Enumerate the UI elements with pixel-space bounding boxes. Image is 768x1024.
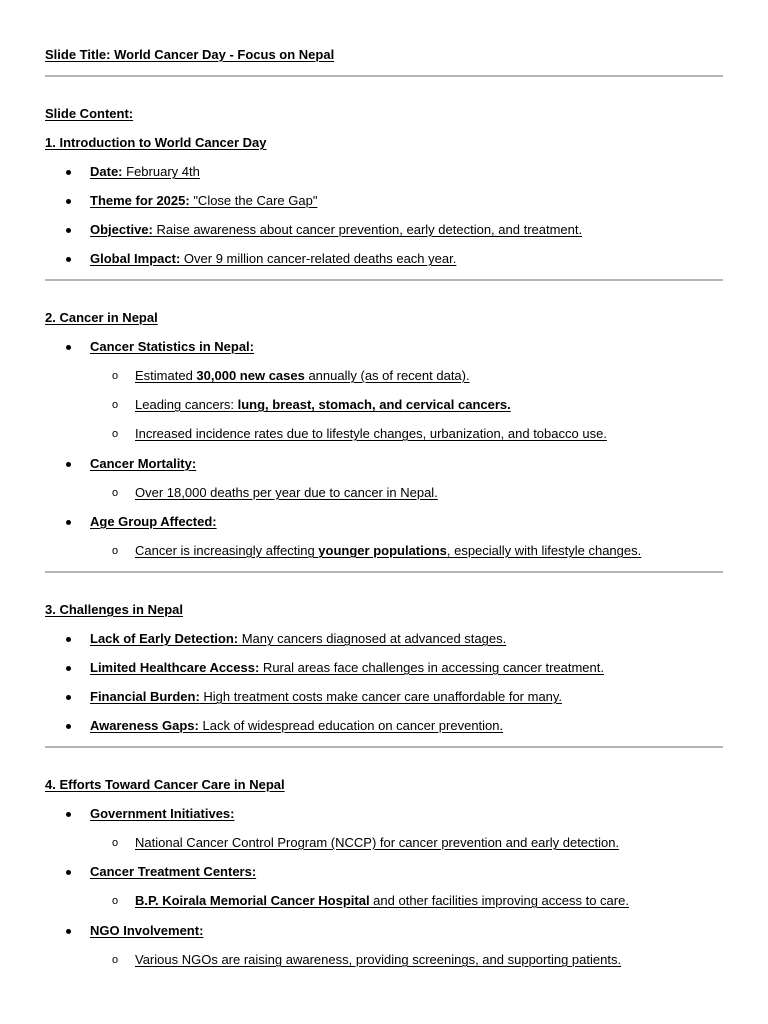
list-item [90, 718, 503, 733]
list-item [90, 631, 506, 646]
item-value: Raise awareness about cancer prevention, early detection, and treatment. [152, 222, 583, 237]
item-label: Theme for 2025: [90, 193, 190, 208]
bullet-icon [66, 929, 74, 937]
slide-content-label: Slide Content: [45, 106, 134, 121]
list-item [90, 222, 582, 237]
item-label: Awareness Gaps: [90, 718, 199, 733]
item-label: Limited Healthcare Access: [90, 660, 260, 675]
emphasis: lung, breast, stomach, and cervical cancers. [237, 397, 511, 412]
list-item [90, 660, 604, 675]
item-value: Over 9 million cancer-related deaths each year. [180, 251, 457, 266]
item-value: February 4th [122, 164, 200, 179]
item-value: Lack of widespread education on cancer prevention. [198, 718, 504, 733]
item-label: Lack of Early Detection: [90, 631, 239, 646]
text: , especially with lifestyle changes. [446, 543, 642, 558]
sub-bullet-icon: o [112, 370, 119, 382]
divider [45, 571, 723, 573]
list-item [90, 164, 200, 179]
list-item: Cancer Mortality: [90, 456, 197, 471]
text: Cancer is increasingly affecting [135, 543, 319, 558]
section-heading: 2. Cancer in Nepal [45, 310, 158, 325]
text: Estimated [135, 368, 197, 383]
sub-list-item: Over 18,000 deaths per year due to cancer in Nepal. [135, 485, 438, 500]
item-label: Global Impact: [90, 251, 181, 266]
text: and other facilities improving access to care. [369, 893, 629, 908]
bullet-icon [66, 695, 74, 703]
item-value: Many cancers diagnosed at advanced stages. [238, 631, 507, 646]
sub-bullet-icon: o [112, 837, 119, 849]
bullet-icon [66, 257, 74, 265]
bullet-icon [66, 170, 74, 178]
list-item: Cancer Statistics in Nepal: [90, 339, 254, 354]
bullet-icon [66, 812, 74, 820]
list-item [90, 689, 562, 704]
slide-title: Slide Title: World Cancer Day - Focus on Nepal [45, 47, 335, 62]
sub-bullet-icon: o [112, 895, 119, 907]
sub-bullet-icon: o [112, 545, 119, 557]
item-value: "Close the Care Gap" [189, 193, 318, 208]
bullet-icon [66, 462, 74, 470]
divider [45, 75, 723, 77]
list-item: Government Initiatives: [90, 806, 235, 821]
sub-list-item [135, 543, 641, 558]
sub-list-item: Increased incidence rates due to lifestyle changes, urbanization, and tobacco use. [135, 426, 607, 441]
list-item [90, 193, 317, 208]
bullet-icon [66, 345, 74, 353]
emphasis: B.P. Koirala Memorial Cancer Hospital [135, 893, 370, 908]
bullet-icon [66, 666, 74, 674]
sub-bullet-icon: o [112, 954, 119, 966]
divider [45, 746, 723, 748]
text: Leading cancers: [135, 397, 238, 412]
item-label: Financial Burden: [90, 689, 200, 704]
sub-list-item [135, 893, 629, 908]
section-heading: 1. Introduction to World Cancer Day [45, 135, 267, 150]
list-item: NGO Involvement: [90, 923, 204, 938]
bullet-icon [66, 199, 74, 207]
item-value: Rural areas face challenges in accessing cancer treatment. [259, 660, 604, 675]
list-item [90, 251, 456, 266]
sub-bullet-icon: o [112, 487, 119, 499]
emphasis: 30,000 new cases [196, 368, 305, 383]
bullet-icon [66, 520, 74, 528]
section-heading: 4. Efforts Toward Cancer Care in Nepal [45, 777, 285, 792]
sub-list-item: National Cancer Control Program (NCCP) for cancer prevention and early detection. [135, 835, 620, 850]
item-value: High treatment costs make cancer care unaffordable for many. [199, 689, 563, 704]
section-heading: 3. Challenges in Nepal [45, 602, 183, 617]
sub-list-item [135, 397, 511, 412]
item-label: Objective: [90, 222, 153, 237]
emphasis: younger populations [318, 543, 447, 558]
bullet-icon [66, 724, 74, 732]
sub-bullet-icon: o [112, 399, 119, 411]
sub-bullet-icon: o [112, 428, 119, 440]
sub-list-item [135, 368, 470, 383]
bullet-icon [66, 228, 74, 236]
bullet-icon [66, 870, 74, 878]
sub-list-item: Various NGOs are raising awareness, providing screenings, and supporting patients. [135, 952, 622, 967]
list-item: Cancer Treatment Centers: [90, 864, 257, 879]
text: annually (as of recent data). [304, 368, 470, 383]
bullet-icon [66, 637, 74, 645]
divider [45, 279, 723, 281]
list-item: Age Group Affected: [90, 514, 217, 529]
item-label: Date: [90, 164, 123, 179]
